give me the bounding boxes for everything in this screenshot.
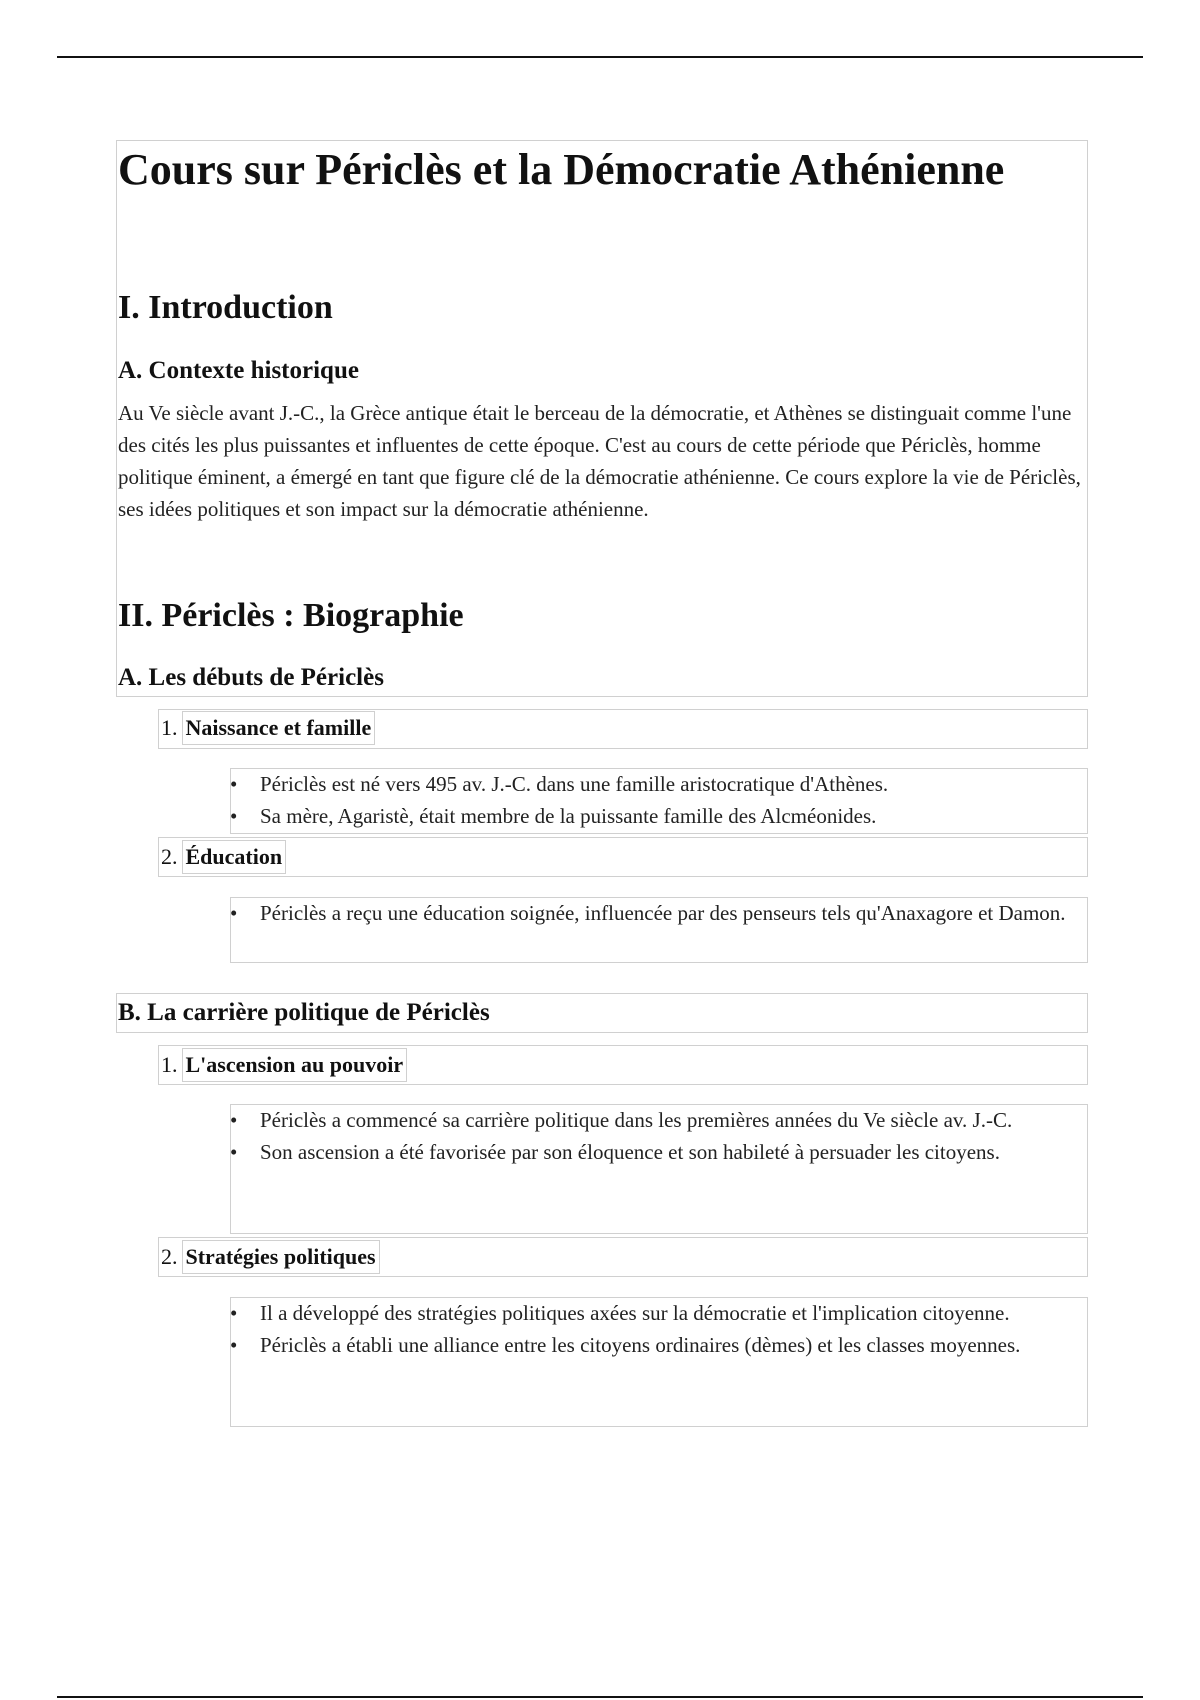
item-number: 1. [161,1052,178,1077]
list-item: • Périclès a établi une alliance entre les citoyens ordinaires (dèmes) et les classes moyennes. [230,1329,1086,1361]
page-title: Cours sur Périclès et la Démocratie Athénienne [118,145,1005,194]
education-list [230,897,1086,929]
early-life-heading: A. Les débuts de Périclès [118,664,384,691]
political-strategies-list [230,1297,1086,1361]
list-item: • Sa mère, Agaristè, était membre de la puissante famille des Alcméonides. [230,800,1086,832]
item-label-rise-to-power: L'ascension au pouvoir [182,1048,408,1082]
bottom-rule [57,1696,1143,1698]
rise-to-power-list [230,1104,1086,1168]
list-item: • Son ascension a été favorisée par son éloquence et son habileté à persuader les citoyens. [230,1136,1086,1168]
numbered-item [161,1048,407,1082]
list-item: • Périclès a commencé sa carrière politique dans les premières années du Ve siècle av. J.-C. [230,1104,1086,1136]
political-career-heading: B. La carrière politique de Périclès [118,999,490,1026]
birth-family-list [230,768,1086,832]
numbered-item [161,711,375,745]
item-label-political-strategies: Stratégies politiques [182,1240,380,1274]
numbered-item-box [158,837,1088,877]
item-label-birth-family: Naissance et famille [182,711,376,745]
item-label-education: Éducation [182,840,287,874]
context-heading: A. Contexte historique [118,357,359,384]
context-paragraph: Au Ve siècle avant J.-C., la Grèce antique était le berceau de la démocratie, et Athènes se distinguait comme l'une des cités les plus puissantes et influentes de cette époque. C'est au cours de cette période que Périclès, homme politique éminent, a émergé en tant que figure clé de la démocratie athénienne. Ce cours explore la vie de Périclès, ses idées politiques et son impact sur la démocratie athénienne. [118,401,1081,521]
section-introduction-heading: I. Introduction [118,289,333,326]
list-item: • Périclès est né vers 495 av. J.-C. dans une famille aristocratique d'Athènes. [230,768,1086,800]
top-rule [57,56,1143,58]
item-number: 2. [161,844,178,869]
section-biography-heading: II. Périclès : Biographie [118,597,464,634]
list-item: • Périclès a reçu une éducation soignée, influencée par des penseurs tels qu'Anaxagore et Damon. [230,897,1086,929]
item-number: 2. [161,1244,178,1269]
numbered-item [161,1240,380,1274]
item-number: 1. [161,715,178,740]
numbered-item [161,840,286,874]
list-item: • Il a développé des stratégies politiques axées sur la démocratie et l'implication citoyenne. [230,1297,1086,1329]
